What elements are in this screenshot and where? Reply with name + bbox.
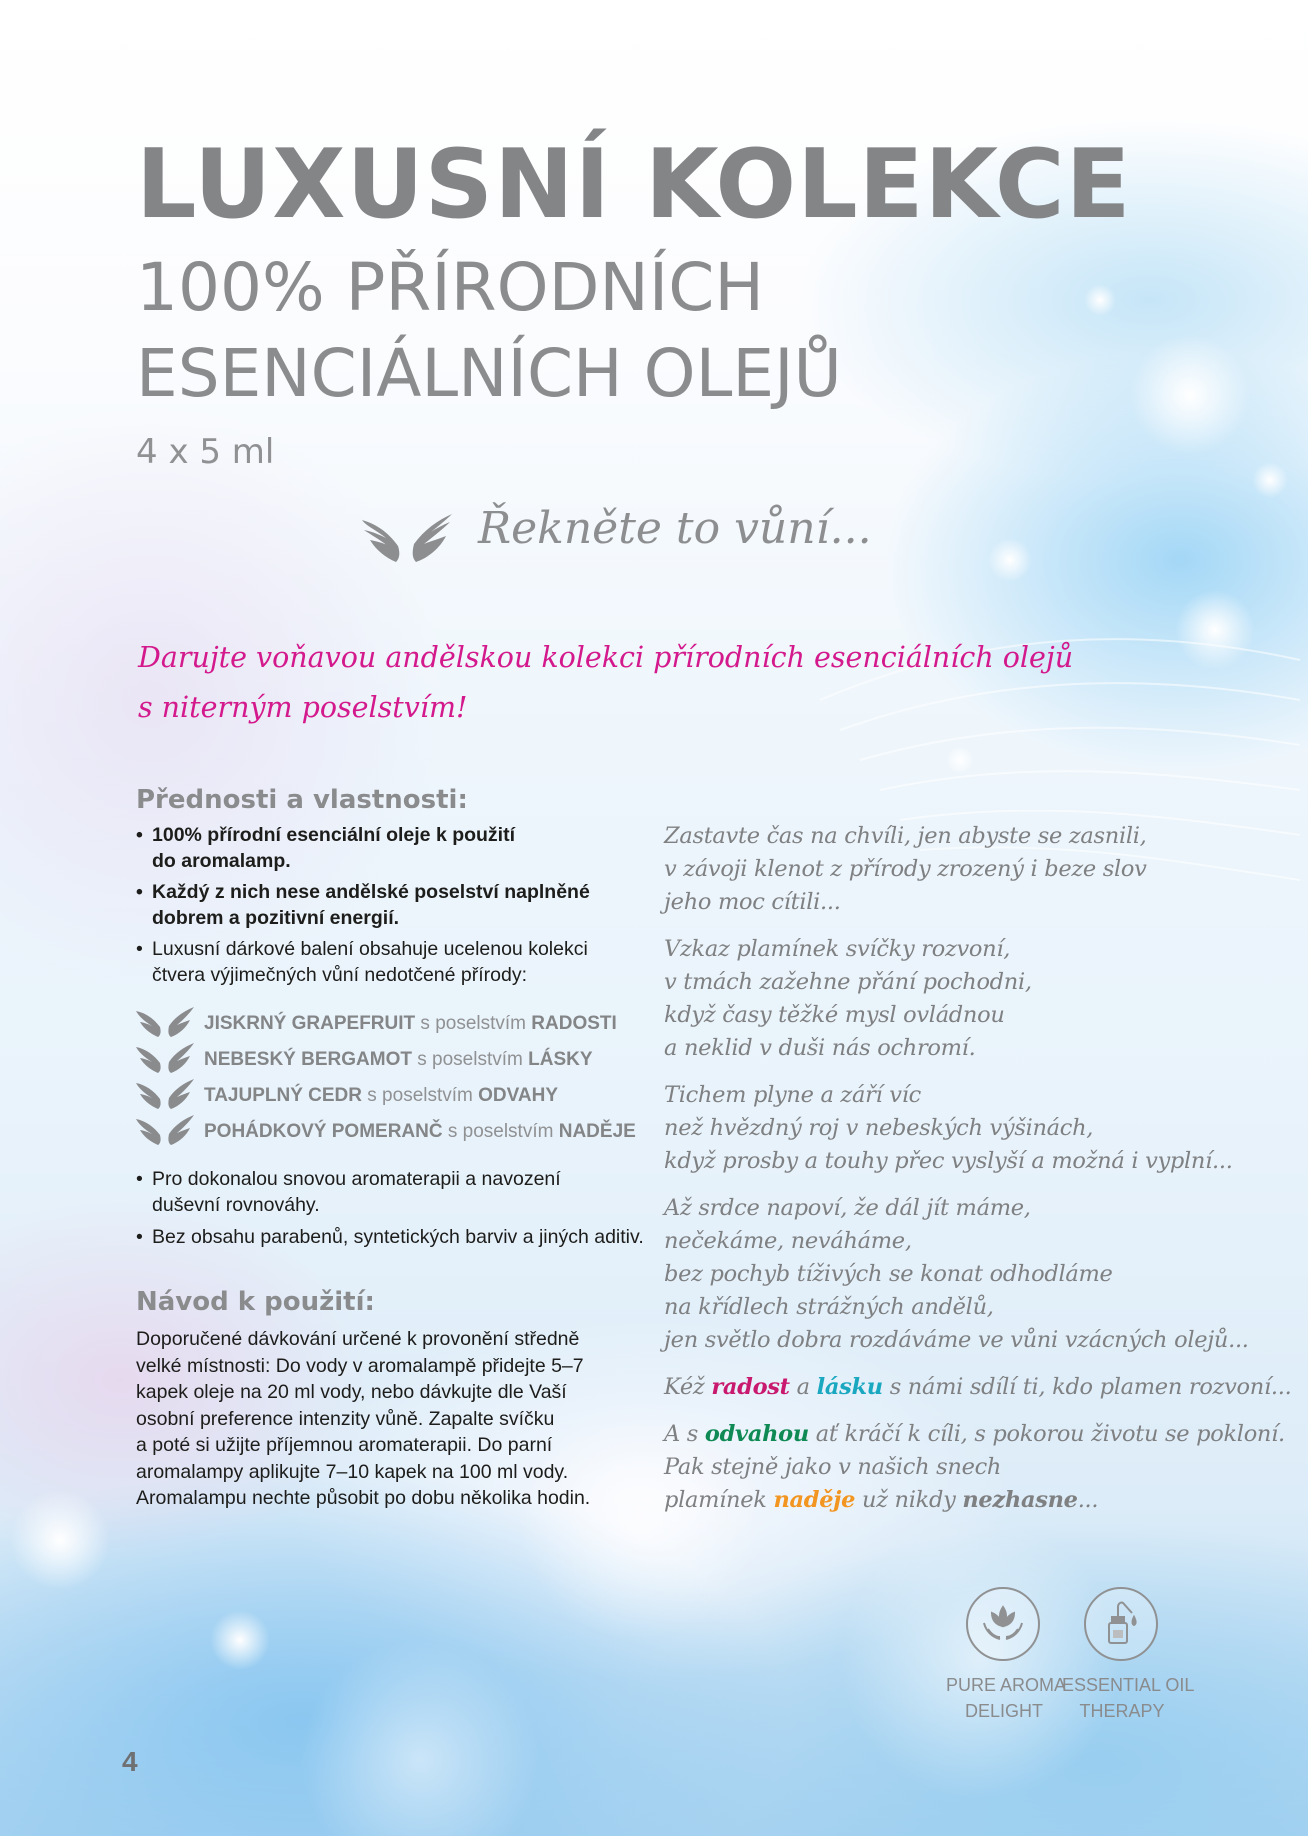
dropper-bottle-icon (1084, 1587, 1158, 1661)
scent-list (134, 1005, 694, 1149)
list-item: • Bez obsahu parabenů, syntetických barviv a jiných aditiv. (136, 1224, 676, 1250)
poem (664, 820, 1292, 1531)
angel-wings-icon (134, 1113, 196, 1147)
keyword-nadeje: naděje (773, 1487, 856, 1513)
usage-text: Doporučené dávkování určené k provonění středně velké místnosti: Do vody v aromalampě přidejte 5–7 kapek oleje na 20 ml vody, nebo dávkujte dle Vaší osobní preference intenzity vůně. Zapalte svíčku a poté si užijte příjemnou aromaterapii. Do parní aromalampy aplikujte 7–10 kapek na 100 ml vody. Aromalampu nechte působit po dobu několika hodin. (136, 1328, 591, 1509)
badge-pure-aroma-label: PURE AROMA DELIGHT (946, 1675, 1067, 1721)
keyword-nezhasne: nezhasne (962, 1487, 1078, 1513)
scent-item-bergamot: NEBESKÝ BERGAMOT s poselstvím LÁSKY (134, 1041, 694, 1077)
volume-label: 4 x 5 ml (136, 432, 275, 472)
scent-item-cedr: TAJUPLNÝ CEDR s poselstvím ODVAHY (134, 1077, 694, 1113)
keyword-lasku: lásku (816, 1374, 883, 1400)
poem-stanza-4: Až srdce napoví, že dál jít máme, nečekáme, neváháme, bez pochyb tíživých se konat odhodláme na křídlech strážných andělů, jen světlo dobra rozdáváme ve vůni vzácných olejů... (664, 1195, 1249, 1353)
keyword-odvahou: odvahou (704, 1421, 809, 1447)
list-item: • Luxusní dárkové balení obsahuje ucelenou kolekci čtvera výjimečných vůní nedotčené přírody: (136, 936, 656, 988)
list-item: • Každý z nich nese andělské poselství naplněné dobrem a pozitivní energií. (136, 879, 656, 931)
angel-wings-icon (358, 510, 456, 566)
angel-wings-icon (134, 1077, 196, 1111)
badge-essential-oil-label: ESSENTIAL OIL THERAPY (1062, 1675, 1195, 1721)
list-item: • 100% přírodní esenciální oleje k použití do aromalamp. (136, 822, 656, 874)
scent-item-pomeranc: POHÁDKOVÝ POMERANČ s poselstvím NADĚJE (134, 1113, 694, 1149)
keyword-radost: radost (711, 1374, 790, 1400)
poem-stanza-5: Kéž radost a lásku s námi sdílí ti, kdo plamen rozvoní... (664, 1374, 1292, 1400)
usage-heading: Návod k použití: (136, 1287, 375, 1317)
features-list-2 (136, 1166, 676, 1256)
subtitle-line-2: ESENCIÁLNÍCH OLEJŮ (136, 335, 842, 412)
angel-wings-icon (134, 1041, 196, 1075)
poem-stanza-3: Tichem plyne a září víc než hvězdný roj v nebeských výšinách, když prosby a touhy přec vyslyší a možná i vyplní... (664, 1082, 1233, 1174)
angel-wings-icon (134, 1005, 196, 1039)
page-number: 4 (122, 1746, 138, 1777)
gift-line-1: Darujte voňavou andělskou kolekci přírodních esenciálních olejů (138, 641, 1074, 674)
features-list (136, 822, 656, 993)
features-heading: Přednosti a vlastnosti: (136, 785, 468, 815)
subtitle-line-1: 100% PŘÍRODNÍCH (136, 249, 764, 326)
poem-stanza-2: Vzkaz plamínek svíčky rozvoní, v tmách zažehne přání pochodni, když časy těžké mysl ovládnou a neklid v duši nás ochromí. (664, 936, 1032, 1061)
gift-line-2: s niterným poselstvím! (138, 691, 468, 724)
list-item: • Pro dokonalou snovou aromaterapii a navození duševní rovnováhy. (136, 1166, 676, 1218)
poem-stanza-1: Zastavte čas na chvíli, jen abyste se zasnili, v závoji klenot z přírody zrozený i beze slov jeho moc cítili... (664, 823, 1147, 915)
tagline: Řekněte to vůní... (478, 503, 872, 554)
page-title: LUXUSNÍ KOLEKCE (136, 130, 1132, 240)
lotus-hands-icon (966, 1587, 1040, 1661)
poem-stanza-6: A s odvahou ať kráčí k cíli, s pokorou životu se pokloní. Pak stejně jako v našich snech plamínek naděje už nikdy nezhasne... (664, 1421, 1285, 1513)
badge-pure-aroma (966, 1587, 1040, 1661)
page-subtitle (136, 245, 842, 417)
scent-item-grapefruit: JISKRNÝ GRAPEFRUIT s poselstvím RADOSTI (134, 1005, 694, 1041)
gift-message (138, 633, 1073, 733)
badge-essential-oil (1084, 1587, 1158, 1661)
